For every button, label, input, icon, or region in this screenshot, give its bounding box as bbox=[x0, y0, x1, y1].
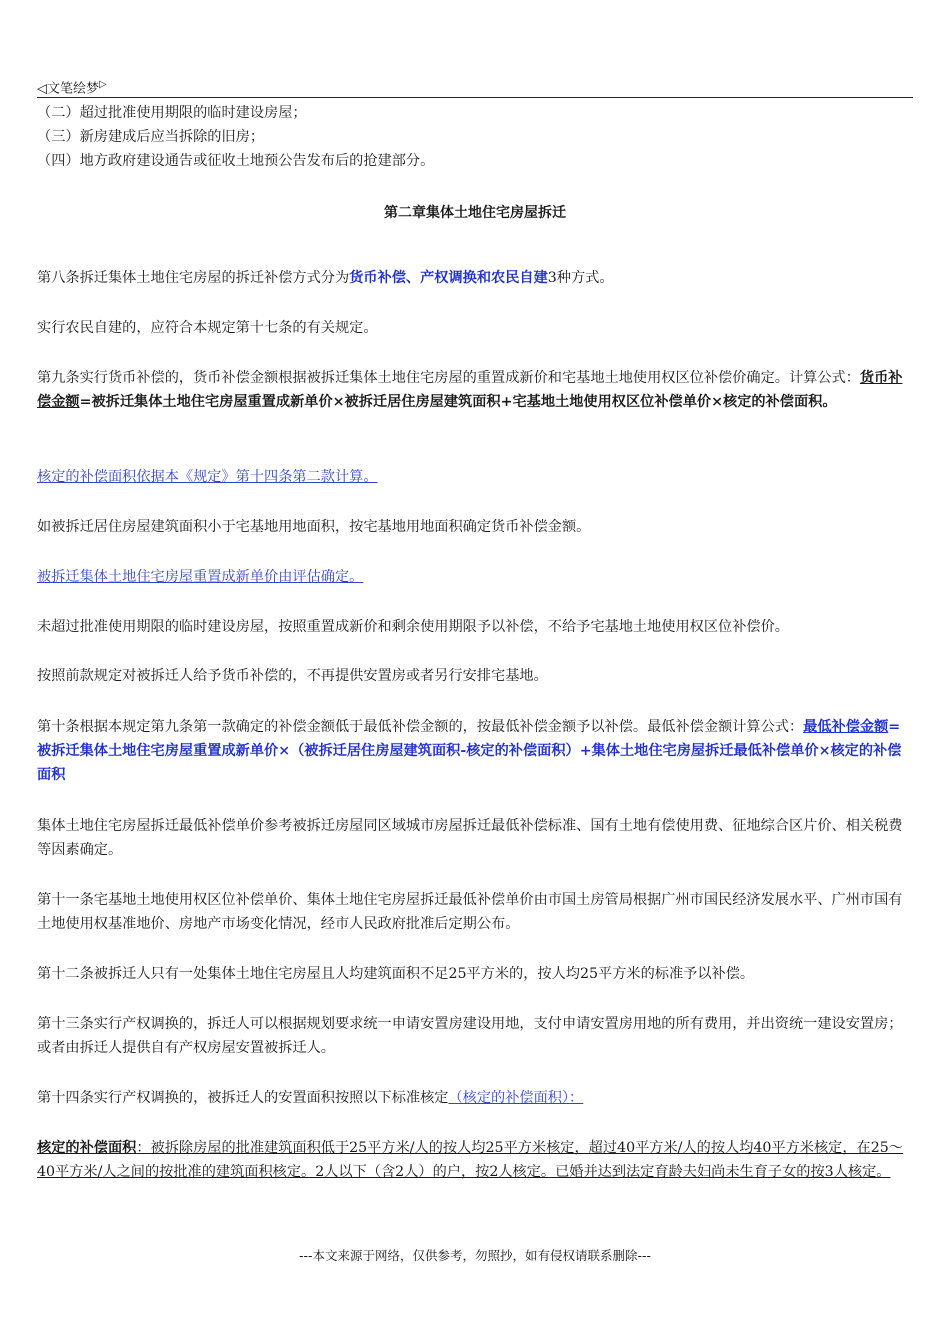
definition-colon: ： bbox=[136, 1140, 151, 1156]
paragraph-self-build: 实行农民自建的，应符合本规定第十七条的有关规定。 bbox=[37, 320, 378, 336]
article-8-methods: 货币补偿、产权调换和农民自建 bbox=[349, 270, 548, 286]
article-13: 第十三条实行产权调换的，拆迁人可以根据规划要求统一申请安置房建设用地，支付申请安置房用地的所有费用，并出资统一建设安置房；或者由拆迁人提供自有产权房屋安置被拆迁人。 bbox=[37, 1016, 903, 1056]
article-14 bbox=[37, 1086, 913, 1110]
list-item: （三）新房建成后应当拆除的旧房； bbox=[37, 129, 265, 145]
article-9-formula: =被拆迁集体土地住宅房屋重置成新单价×被拆迁居住房屋建筑面积+宅基地土地使用权区位补偿单价×核定的补偿面积。 bbox=[79, 394, 837, 410]
article-10 bbox=[37, 715, 913, 787]
chapter-title: 第二章集体土地住宅房屋拆迁 bbox=[384, 205, 566, 221]
definition-text: 被拆除房屋的批准建筑面积低于25平方米/人的按人均25平方米核定，超过40平方米/人的按人均40平方米核定，在25～40平方米/人之间的按批准的建筑面积核定。2人以下（含2人）的户，按2人核定。已婚并达到法定育龄夫妇尚未生育子女的按3人核定。 bbox=[37, 1140, 903, 1180]
list-item: （四）地方政府建设通告或征收土地预公告发布后的抢建部分。 bbox=[37, 153, 435, 169]
paragraph-no-resettlement: 按照前款规定对被拆迁人给予货币补偿的，不再提供安置房或者另行安排宅基地。 bbox=[37, 668, 548, 684]
list-item: （二）超过批准使用期限的临时建设房屋； bbox=[37, 105, 307, 121]
article-14-text: 第十四条实行产权调换的，被拆迁人的安置面积按照以下标准核定 bbox=[37, 1090, 449, 1106]
reference-link-price-text[interactable]: 被拆迁集体土地住宅房屋重置成新单价由评估确定。 bbox=[37, 569, 364, 585]
article-10-term: 最低补偿金额 bbox=[803, 719, 889, 735]
reference-link-price[interactable] bbox=[37, 565, 913, 589]
left-triangle-icon: ◁ bbox=[37, 81, 47, 97]
paragraph-min-price: 集体土地住宅房屋拆迁最低补偿单价参考被拆迁房屋同区域城市房屋拆迁最低补偿标准、国有土地有偿使用费、征地综合区片价、相关税费等因素确定。 bbox=[37, 818, 903, 858]
article-10-formula: =被拆迁集体土地住宅房屋重置成新单价×（被拆迁居住房屋建筑面积-核定的补偿面积）+集体土地住宅房屋拆迁最低补偿单价×核定的补偿面积 bbox=[37, 719, 902, 783]
article-8-count: 3种方式。 bbox=[547, 270, 614, 286]
article-10-text: 第十条根据本规定第九条第一款确定的补偿金额低于最低补偿金额的，按最低补偿金额予以补偿。最低补偿金额计算公式： bbox=[37, 719, 804, 735]
article-8 bbox=[37, 266, 913, 290]
article-9-term: 货币补偿金额 bbox=[37, 370, 903, 410]
definition-paragraph bbox=[37, 1136, 913, 1184]
header-title: 文笔绘梦 bbox=[47, 81, 100, 97]
article-8-text: 第八条拆迁集体土地住宅房屋的拆迁补偿方式分为 bbox=[37, 270, 350, 286]
page-footer: ---本文来源于网络，仅供参考，勿照抄，如有侵权请联系删除--- bbox=[298, 1248, 652, 1263]
article-9-text: 第九条实行货币补偿的，货币补偿金额根据被拆迁集体土地住宅房屋的重置成新价和宅基地土地使用权区位补偿价确定。计算公式： bbox=[37, 370, 860, 386]
definition-term: 核定的补偿面积 bbox=[37, 1140, 137, 1156]
right-triangle-icon: ▷ bbox=[99, 79, 107, 90]
paragraph-area: 如被拆迁居住房屋建筑面积小于宅基地用地面积，按宅基地用地面积确定货币补偿金额。 bbox=[37, 519, 591, 535]
reference-link-area[interactable] bbox=[37, 465, 913, 489]
reference-link-area-text[interactable]: 核定的补偿面积依据本《规定》第十四条第二款计算。 bbox=[37, 469, 378, 485]
article-14-link[interactable]: （核定的补偿面积）： bbox=[448, 1090, 584, 1106]
page-header bbox=[37, 72, 913, 98]
paragraph-temporary: 未超过批准使用期限的临时建设房屋，按照重置成新价和剩余使用期限予以补偿，不给予宅基地土地使用权区位补偿价。 bbox=[37, 619, 789, 635]
article-9 bbox=[37, 366, 913, 414]
article-11: 第十一条宅基地土地使用权区位补偿单价、集体土地住宅房屋拆迁最低补偿单价由市国土房管局根据广州市国民经济发展水平、广州市国有土地使用权基准地价、房地产市场变化情况，经市人民政府批准后定期公布。 bbox=[37, 892, 903, 932]
article-12: 第十二条被拆迁人只有一处集体土地住宅房屋且人均建筑面积不足25平方米的，按人均25平方米的标准予以补偿。 bbox=[37, 966, 755, 982]
